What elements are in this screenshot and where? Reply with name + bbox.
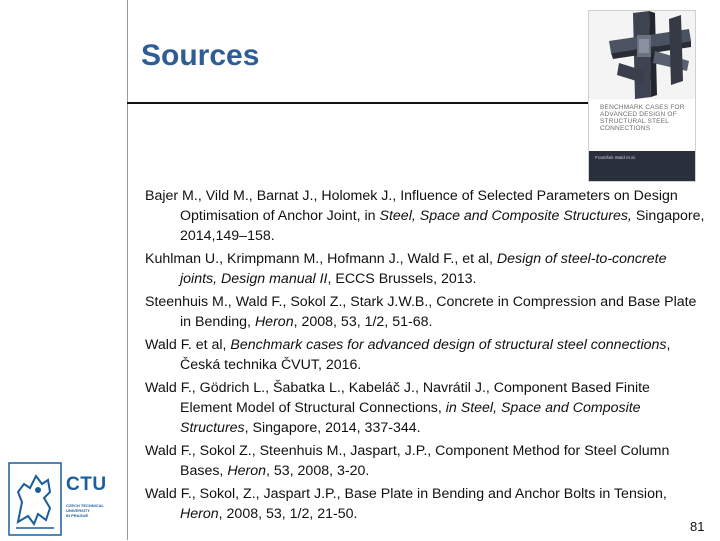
- ctu-logo-text: CTU: [66, 474, 107, 495]
- reference-item: Wald F., Sokol Z., Steenhuis M., Jaspart, J.P., Component Method for Steel Column Bases, Heron, 53, 2008, 3-20.: [145, 443, 670, 479]
- vertical-divider: [127, 0, 128, 540]
- reference-item: Wald F., Sokol, Z., Jaspart J.P., Base Plate in Bending and Anchor Bolts in Tension, Heron, 2008, 53, 1/2, 21-50.: [145, 486, 667, 522]
- page-title: Sources: [141, 39, 260, 72]
- book-author-band: [589, 151, 696, 182]
- book-author: František Wald et al.: [595, 155, 636, 160]
- reference-item: Bajer M., Vild M., Barnat J., Holomek J., Influence of Selected Parameters on Design Optimisation of Anchor Joint, in Steel, Space and Composite Structures, Singapore, 2014,149–158.: [145, 188, 705, 244]
- title-underline: [127, 102, 615, 104]
- reference-item: Wald F., Gödrich L., Šabatka L., Kabeláč J., Navrátil J., Component Based Finite Element Model of Structural Connections, in Steel, Space and Composite Structures, Singapore, 2014, 337-344.: [145, 380, 650, 436]
- book-cover-image: [588, 10, 696, 182]
- reference-item: Wald F. et al, Benchmark cases for advanced design of structural steel connections, Česká technika ČVUT, 2016.: [145, 337, 671, 373]
- reference-item: Kuhlman U., Krimpmann M., Hofmann J., Wald F., et al, Design of steel-to-concrete joints, Design manual II, ECCS Brussels, 2013.: [145, 251, 667, 287]
- ctu-logo-subtitle: CZECH TECHNICAL UNIVERSITY IN PRAGUE: [66, 503, 104, 518]
- page-number: 81: [690, 519, 705, 534]
- ctu-lion-logo-icon: [8, 462, 62, 541]
- book-title: BENCHMARK CASES FOR ADVANCED DESIGN OF STRUCTURAL STEEL CONNECTIONS: [600, 104, 685, 132]
- references-list: [145, 186, 705, 527]
- reference-item: Steenhuis M., Wald F., Sokol Z., Stark J.W.B., Concrete in Compression and Base Plate in Bending, Heron, 2008, 53, 1/2, 51-68.: [145, 294, 697, 330]
